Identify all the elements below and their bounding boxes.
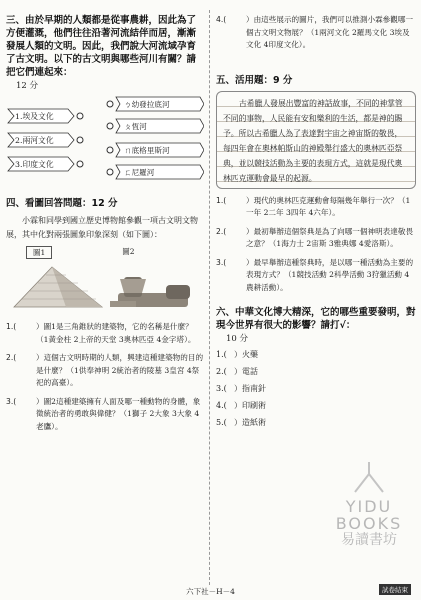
invention-item[interactable]: 1.( ）火藥	[216, 350, 258, 359]
match-dot[interactable]	[107, 147, 113, 153]
match-dot[interactable]	[77, 113, 83, 119]
invention-list	[216, 346, 416, 431]
section3-score: 12 分	[16, 81, 39, 91]
publisher-watermark: YIDU BOOKS 易讀書坊	[324, 460, 414, 548]
section4-title: 四、看圖回答問題：12 分	[6, 198, 118, 209]
match-dot[interactable]	[77, 137, 83, 143]
question-item: 3.( ）最早舉辦這種祭典時，是以哪一種活動為主要的表現方式？（1競技活動 2科學活動 3狩獵活動 4農耕活動）。	[216, 257, 414, 292]
watermark-figure-icon	[349, 460, 389, 494]
question-item: 2.( ）最初舉辦這個祭典是為了向哪一個神明表達敬畏之意？（1海力士 2宙斯 3雅典娜 4愛洛斯）。	[216, 226, 414, 248]
reading-passage: 古希臘人發展出豐富的神話故事，不同的神掌管不同的事物，人民能有安和樂利的生活，都是神的賜予。所以古希臘人為了表達對宇宙之神宙斯的敬畏，每四年會在奧林帕斯山的神殿舉行盛大的奧林匹亞祭典，並以競技活動為主要的表現方式，這就是現代奧林匹克運動會最早的起源。	[223, 98, 403, 183]
question-text: ）最早舉辦這種祭典時，是以哪一種活動為主要的表現方式？（1競技活動 2科學活動 3狩獵活動 4農耕活動）。	[246, 257, 414, 292]
invention-item[interactable]: 4.( ）印刷術	[216, 401, 266, 410]
match-dot[interactable]	[107, 101, 113, 107]
match-right-item: ㄅ幼發拉底河	[124, 99, 170, 109]
match-right-item: ㄈ尼羅河	[124, 167, 155, 177]
right-column	[216, 14, 416, 431]
match-dot[interactable]	[107, 123, 113, 129]
invention-item[interactable]: 3.( ）指南針	[216, 384, 266, 393]
question-item: 3.( ）圖2這種建築擁有人面及哪一種動物的身體，象徵統治者的勇敢與偉健？（1獅子 2大象 3大象 4老鷹）。	[6, 396, 201, 431]
matching-area	[6, 95, 204, 183]
section4-intro: 小霖和同學到國立歷史博物館參觀一項古文明文物展，其中化對兩張圖象印象深刻（如下圖）：	[6, 216, 198, 239]
picture1-label: 圖1	[26, 246, 52, 259]
section6-title: 六、中華文化博大精深，它的哪些重要發明，對現今世界有很大的影響？請打√：	[216, 307, 416, 331]
match-right-item: ㄇ底格里斯河	[124, 145, 170, 155]
section3-title: 三、由於早期的人類都是從事農耕，因此為了方便灌溉，他們往往沿著河流結伴而居，漸漸發展人類的文明。因此，我們說大河流域孕育了古文明。以下的古文明與哪些河川有關？請把它們連起來：	[6, 15, 197, 78]
question-text: ）圖2這種建築擁有人面及哪一種動物的身體，象徵統治者的勇敢與偉健？（1獅子 2大象 3大象 4老鷹）。	[36, 396, 201, 431]
sphinx-image	[110, 277, 190, 307]
end-of-exam-tag: 試卷結束	[379, 584, 411, 595]
page-footer: 六下社－H－4	[186, 587, 235, 596]
question-text: ）現代的奧林匹克運動會每隔幾年舉行一次？（1一年 2二年 3四年 4六年）。	[246, 195, 411, 217]
question-text: ）由這些展示的圖片，我們可以推測小霖參觀哪一個古文明文物展？（1兩河文化 2羅馬文化 3埃及文化 4印度文化）。	[246, 15, 414, 49]
pictures	[6, 263, 204, 311]
match-dot[interactable]	[77, 161, 83, 167]
picture-labels	[6, 246, 204, 259]
question-item: 1.( ）現代的奧林匹克運動會每隔幾年舉行一次？（1一年 2二年 3四年 4六年）。	[216, 195, 411, 217]
reading-passage-box	[216, 91, 416, 189]
match-dot[interactable]	[107, 169, 113, 175]
match-left-item: 3.印度文化	[15, 159, 54, 169]
question-item: 2.( ）這個古文明時期的人類，興建這種建築物的目的是什麼？（1供奉神明 2統治者的陵墓 3皇宮 4祭祀的高臺）。	[6, 353, 204, 387]
left-column	[6, 14, 204, 433]
match-left-item: 2.兩河文化	[15, 135, 54, 145]
question-item: 1.( ）圖1是三角錐狀的建築物，它的名稱是什麼？（1黃金柱 2上帝的天堂 3奧林匹亞 4金字塔）。	[6, 322, 196, 344]
question-item: 4.( ）由這些展示的圖片，我們可以推測小霖參觀哪一個古文明文物展？（1兩河文化 2羅馬文化 3埃及文化 4印度文化）。	[216, 15, 414, 49]
question-text: ）這個古文明時期的人類，興建這種建築物的目的是什麼？（1供奉神明 2統治者的陵墓 3皇宮 4祭祀的高臺）。	[36, 353, 204, 387]
question-text: ）圖1是三角錐狀的建築物，它的名稱是什麼？（1黃金柱 2上帝的天堂 3奧林匹亞 4金字塔）。	[36, 322, 196, 344]
match-right-item: ㄆ恆河	[124, 121, 147, 131]
column-divider	[209, 10, 210, 585]
section6-score: 10 分	[226, 334, 249, 344]
picture2-label: 圖2	[122, 247, 135, 256]
section5-title: 五、活用題：9 分	[216, 74, 293, 86]
question-text: ）最初舉辦這個祭典是為了向哪一個神明表達敬畏之意？（1海力士 2宙斯 3雅典娜 4愛洛斯）。	[246, 226, 414, 248]
match-left-item: 1.埃及文化	[15, 111, 54, 121]
pyramid-image	[14, 267, 102, 307]
invention-item[interactable]: 5.( ）造紙術	[216, 418, 266, 427]
invention-item[interactable]: 2.( ）電話	[216, 367, 258, 376]
